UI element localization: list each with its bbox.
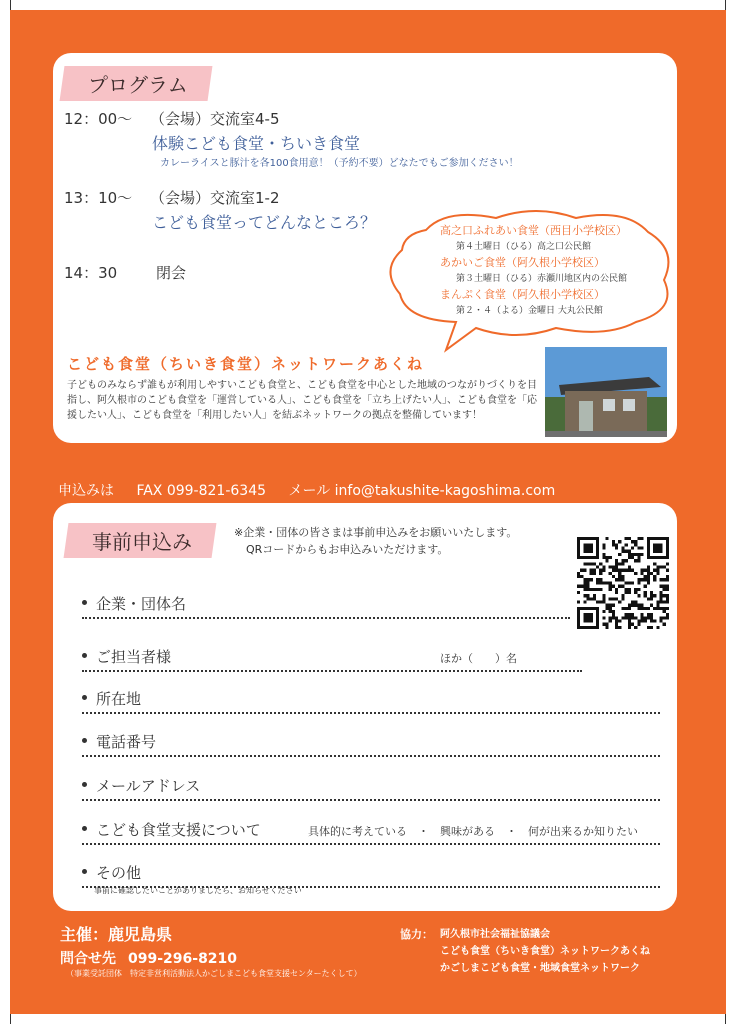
form-hint: 事前に確認したいことがありましたら、お知らせください	[94, 886, 302, 895]
qr-code[interactable]	[577, 537, 669, 629]
contact-label: 問合せ先	[60, 951, 116, 967]
form-tag-label: 事前申込み	[92, 530, 192, 554]
cooperation-org: かごしまこども食堂・地域食堂ネットワーク	[440, 963, 640, 974]
program-tag-label: プログラム	[88, 73, 188, 97]
crop-mark	[725, 0, 726, 10]
building-photo	[545, 347, 667, 437]
program-title: 体験こども食堂・ちいき食堂	[152, 134, 361, 153]
shokudo-name: まんぷく食堂（阿久根小学校区）	[440, 288, 605, 301]
crop-mark	[725, 1014, 726, 1024]
field-label: 企業・団体名	[96, 595, 187, 613]
bullet-icon	[82, 826, 87, 831]
organizer: 主催：鹿児島県	[60, 925, 173, 944]
field-label: 電話番号	[96, 733, 157, 751]
field-label: その他	[96, 864, 142, 882]
cooperation-label: 協力：	[400, 928, 433, 941]
bullet-icon	[82, 869, 87, 874]
program-venue: 閉会	[156, 264, 187, 282]
shokudo-name: 高之口ふれあい食堂（西目小学校区）	[440, 224, 627, 237]
network-title: こども食堂（ちいき食堂）ネットワークあくね	[67, 355, 425, 373]
field-phone[interactable]	[82, 731, 660, 757]
bullet-icon	[82, 653, 87, 658]
form-tag	[64, 523, 217, 558]
shokudo-schedule: 第３土曜日（ひる）赤瀬川地区内の公民館	[456, 274, 628, 284]
bullet-icon	[82, 695, 87, 700]
field-email[interactable]	[82, 775, 660, 801]
entrusted-org-note: （事業受託団体 特定非営利活動法人かごしまこども食堂支援センターたくして）	[66, 969, 362, 978]
field-company[interactable]	[82, 593, 570, 619]
apply-lead: 申込みは	[58, 483, 114, 499]
fax-number: FAX 099-821-6345	[136, 483, 267, 499]
form-note-line: ※企業・団体の皆さまは事前申込みをお願いいたします。	[234, 526, 518, 539]
contact-line	[60, 948, 237, 968]
mail-address: メール info@takushite-kagoshima.com	[288, 483, 556, 499]
program-note: カレーライスと豚汁を各100食用意！（予約不要）どなたでもご参加ください！	[160, 158, 519, 169]
bullet-icon	[82, 738, 87, 743]
field-label: 所在地	[96, 690, 142, 708]
shokudo-schedule: 第４土曜日（ひる）高之口公民館	[456, 242, 592, 252]
program-time: 14：30	[64, 264, 118, 282]
program-tag	[60, 66, 213, 101]
cooperation-org: こども食堂（ちいき食堂）ネットワークあくね	[440, 946, 650, 957]
field-contact-person[interactable]	[82, 646, 582, 672]
form-note-line: QRコードからもお申込みいただけます。	[246, 543, 449, 556]
field-extra: ほか（ ）名	[440, 652, 517, 665]
bullet-icon	[82, 600, 87, 605]
bullet-icon	[82, 782, 87, 787]
cooperation-org: 阿久根市社会福祉協議会	[440, 929, 550, 940]
flyer-page	[10, 10, 726, 1014]
field-support-interest[interactable]	[82, 819, 660, 845]
program-title: こども食堂ってどんなところ？	[152, 213, 377, 232]
program-venue: （会場）交流室1-2	[150, 189, 280, 207]
support-options[interactable]: 具体的に考えている ・ 興味がある ・ 何が出来るか知りたい	[308, 825, 638, 838]
crop-mark	[10, 0, 11, 10]
crop-mark	[10, 1014, 11, 1024]
shokudo-schedule: 第２・４（よる）金曜日 大丸公民館	[456, 306, 603, 316]
field-label: メールアドレス	[96, 777, 201, 795]
network-description: 子どものみならず誰もが利用しやすいこども食堂と、こども食堂を中心とした地域のつながりづくりを目指し、阿久根市のこども食堂を「運営している人」、こども食堂を「立ち上げたい人」、こども食堂を「応援したい人」、こども食堂を「利用したい人」を結ぶネットワークの拠点を整備しています！	[67, 380, 537, 421]
contact-phone[interactable]: 099-296-8210	[128, 951, 238, 967]
program-time: 13：10～	[64, 189, 133, 207]
cooperation-list	[440, 926, 650, 977]
program-venue: （会場）交流室4-5	[150, 110, 280, 128]
field-address[interactable]	[82, 688, 660, 714]
field-label: こども食堂支援について	[96, 821, 261, 839]
shokudo-name: あかいご食堂（阿久根小学校区）	[440, 256, 605, 269]
apply-line	[58, 480, 573, 500]
field-label: ご担当者様	[96, 648, 172, 666]
program-time: 12：00～	[64, 110, 133, 128]
form-note	[234, 524, 517, 558]
